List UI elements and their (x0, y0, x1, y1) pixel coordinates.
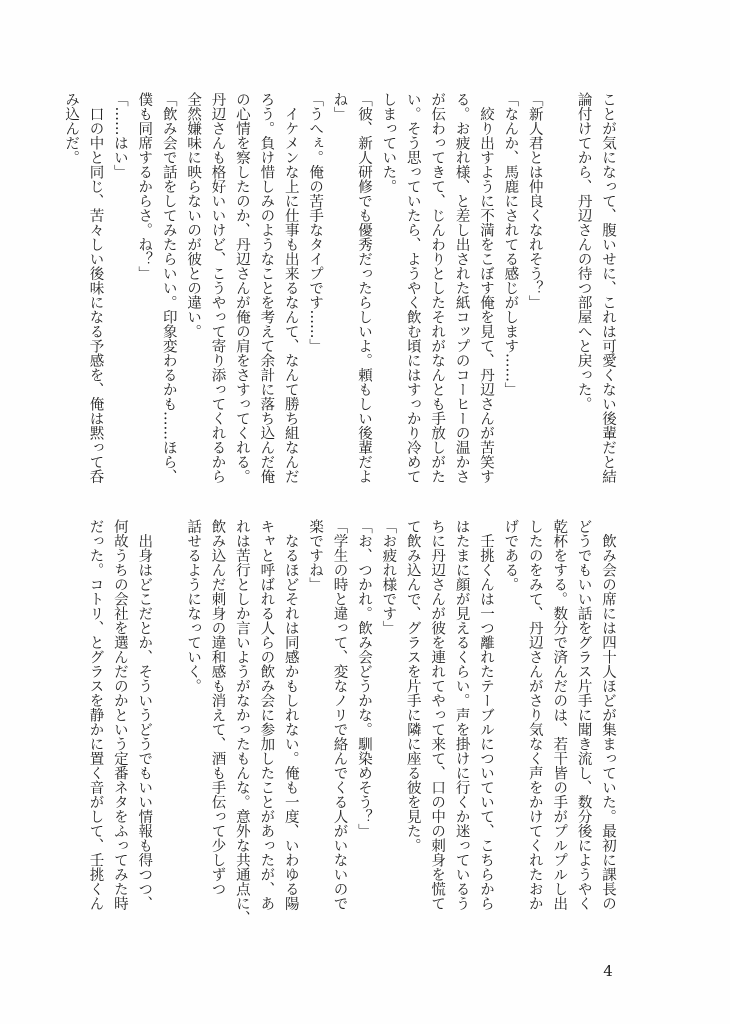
text-line: 「彼、新人研修でも優秀だったらしいよ。頼もしい後輩だよ (355, 92, 372, 484)
text-line: 「……はい」 (111, 92, 128, 179)
text-line: る。お疲れ様、と差し出された紙コップのコーヒーの温かさ (453, 92, 470, 484)
text-line: げである。 (502, 519, 519, 592)
text-line: 飲み込んだ刺身の違和感も消えて、酒も手伝って少しずつ (209, 519, 226, 896)
text-line: 「お、つかれ。飲み会どうかな。馴染めそう？」 (355, 519, 372, 838)
text-line: れは苦行としか言いようがなかったもんな。意外な共通点に、 (233, 519, 250, 925)
text-line: 「新人君とは仲良くなれそう？」 (526, 92, 543, 310)
text-line: 話せるようになっていく。 (185, 519, 202, 693)
text-line: ろう。負け惜しみのようなことを考えて余計に落ち込んだ俺 (258, 92, 275, 484)
text-line: ね」 (331, 92, 348, 121)
text-line: だった。コトリ、とグラスを静かに置く音がして、壬挑くん (87, 519, 104, 911)
text-line: 壬挑くんは一つ離れたテーブルについていて、こちらから (477, 519, 494, 911)
text-line: しまっていた。 (380, 92, 397, 194)
text-line: て飲み込んで、グラスを片手に隣に座る彼を見た。 (404, 519, 421, 853)
text-line (547, 92, 571, 490)
text-line: み込んだ。 (63, 92, 80, 165)
text-line: 何故うちの会社を選んだのかという定番ネタをふってみた時 (111, 519, 128, 911)
upper-text-block (63, 92, 620, 490)
page-number: 4 (603, 962, 613, 980)
text-line: 楽ですね」 (307, 519, 324, 592)
text-line: 丹辺さんも格好いいけど、こうやって寄り添ってくれるから (209, 92, 226, 484)
text-line: なるほどそれは同感かもしれない。俺も一度、いわゆる陽 (282, 519, 299, 911)
text-line: ことが気になって、腹いせに、これは可愛くない後輩だと結 (600, 92, 616, 484)
text-line (156, 519, 180, 919)
text-line: 「学生の時と違って、変なノリで絡んでくる人がいないので (331, 519, 348, 911)
text-line: 「なんか、馬鹿にされてる感じがします……」 (502, 92, 519, 397)
text-line: 「お疲れ様です」 (380, 519, 397, 635)
text-line: 論付けてから、丹辺さんの待つ部屋へと戻った。 (575, 92, 592, 411)
text-line: イケメンな上に仕事も出来るなんて、なんて勝ち組なんだ (282, 92, 299, 484)
text-line: 絞り出すように不満をこぼす俺を見て、丹辺さんが苦笑す (477, 92, 494, 484)
text-line: 口の中と同じ、苦々しい後味になる予感を、俺は黙って呑 (87, 92, 104, 484)
text-line: 乾杯をする。数分で済んだのは、若干皆の手がプルプルし出 (551, 519, 568, 911)
text-line: い。そう思っていたら、ようやく飲む頃にはすっかり冷めて (404, 92, 421, 484)
text-line: 飲み会の席には四十人ほどが集まっていた。最初に課長の (600, 519, 616, 911)
text-line: ちに丹辺さんが彼を連れてやって来て、口の中の刺身を慌て (429, 519, 446, 911)
text-line: 出身はどこだとか、そういうどうでもいい情報も得つつ、 (136, 519, 153, 911)
text-line: はたまに顔が見えるくらい。声を掛けに行くか迷っているう (453, 519, 470, 911)
text-line: の心情を察したのか、丹辺さんが俺の肩をさすってくれる。 (233, 92, 250, 484)
text-line: 「うへぇ。俺の苦手なタイプです……」 (307, 92, 324, 353)
text-line: 「飲み会で話をしてみたらいい。印象変わるかも……ほら、 (160, 92, 177, 484)
lower-text-block (87, 519, 620, 925)
text-line: が伝わってきて、じんわりとしたそれがなんとも手放しがた (429, 92, 446, 484)
text-line: したのをみて、丹辺さんがさり気なく声をかけてくれたおか (526, 519, 543, 911)
text-line: 僕も同席するからさ。ね？」 (136, 92, 153, 281)
text-line: どうでもいい話をグラス片手に聞き流し、数分後にようやく (575, 519, 592, 911)
text-line: 全然嫌味に映らないのが彼との違い。 (185, 92, 202, 339)
text-line: キャと呼ばれる人らの飲み会に参加したことがあったが、あ (258, 519, 275, 911)
